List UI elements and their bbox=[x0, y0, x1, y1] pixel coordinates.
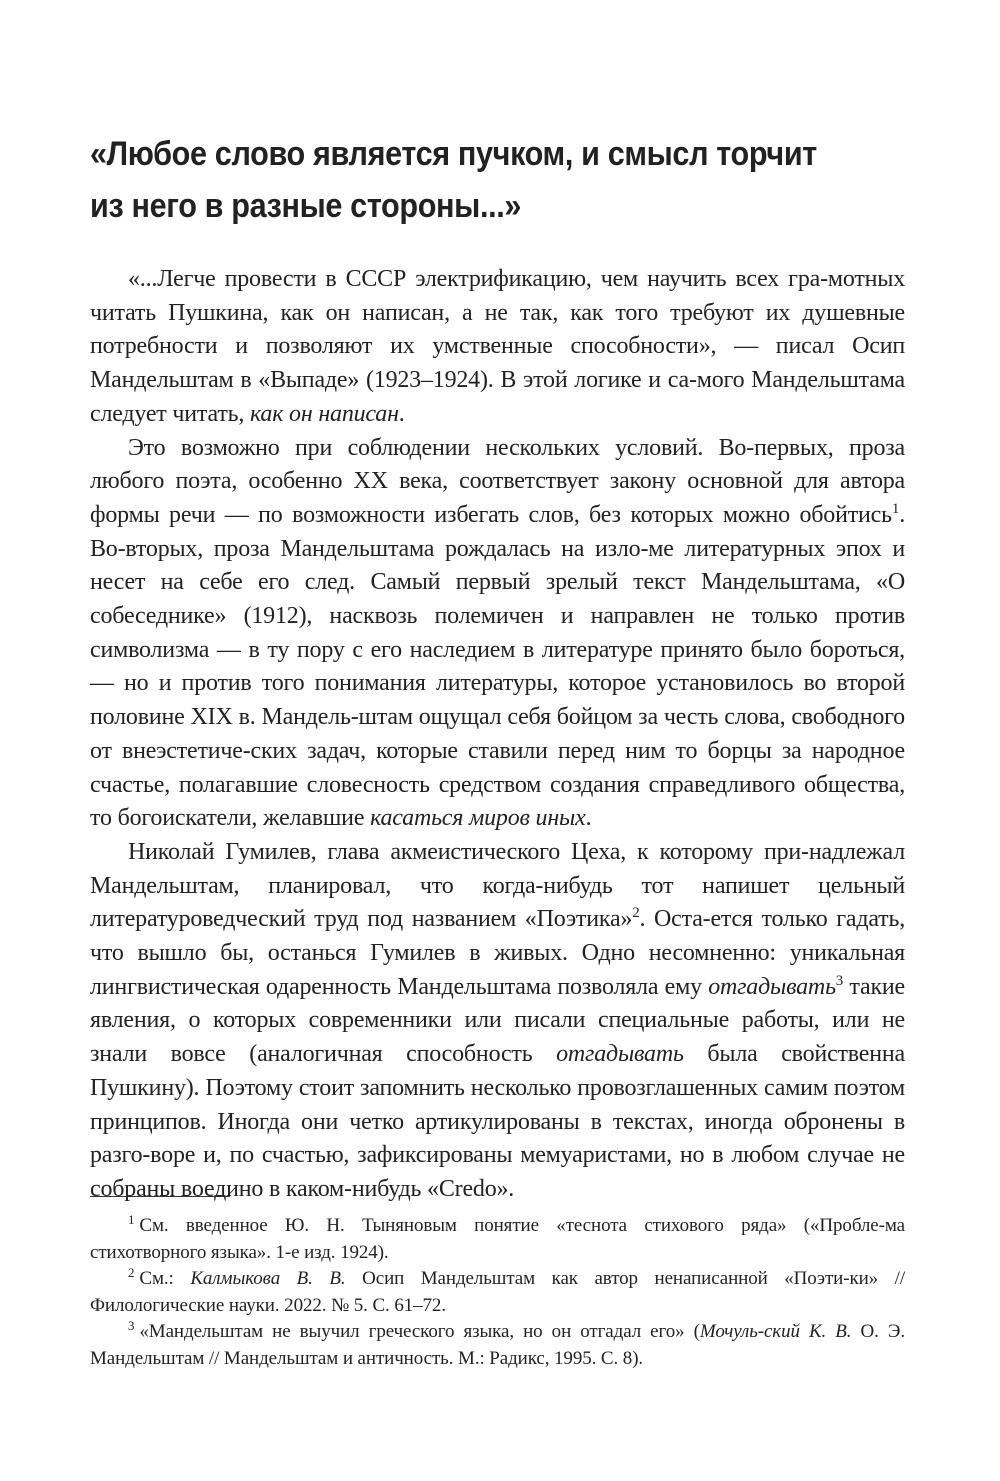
body-text bbox=[90, 263, 905, 1207]
paragraph-2-text-cont: . Во-вторых, проза Мандельштама рождалась на изло-ме литературных эпох и несет на себе его след. Самый первый зрелый текст Мандельштама, «О собеседнике» (1912), насквозь полемичен и направлен не только против символизма — в ту пору с его наследием в литературе принято было бороться, — но и против того понимания литературы, которое установилось во второй половине XIX в. Мандель-штам ощущал себя бойцом за честь слова, свободного от внеэстетиче-ских задач, которые ставили перед ним то борцы за народное счастье, полагавшие словесность средством создания справедливого общества, то богоискатели, желавшие bbox=[90, 501, 905, 832]
footnote-3-number: 3 bbox=[128, 1318, 135, 1333]
footnote-2-author: Калмыкова В. В. bbox=[190, 1268, 346, 1289]
footnote-2-text-cont: Осип Мандельштам как автор ненаписанной «Поэти-ки» // Филологические науки. 2022. № 5. С. 61–72. bbox=[90, 1268, 906, 1316]
footnote-3 bbox=[90, 1319, 905, 1372]
chapter-title-line-1: «Любое слово является пучком, и смысл торчит bbox=[90, 135, 817, 173]
paragraph-2-text: Это возможно при соблюдении нескольких условий. Во-первых, проза любого поэта, особенно XX века, соответствует закону основной для автора формы речи — по возможности избегать слов, без которых можно обойтись bbox=[90, 434, 905, 528]
footnote-1-number: 1 bbox=[128, 1212, 135, 1227]
footnotes bbox=[90, 1213, 905, 1372]
chapter-title bbox=[90, 128, 828, 232]
footnote-ref-3: 3 bbox=[835, 972, 844, 989]
paragraph-1-italic: как он написан bbox=[249, 400, 399, 427]
paragraph-3-italic-1: отгадывать bbox=[708, 973, 836, 1000]
paragraph-3-italic-2: отгадывать bbox=[556, 1041, 684, 1068]
footnote-divider bbox=[90, 1196, 230, 1197]
footnote-3-author: Мочуль-ский К. В. bbox=[699, 1321, 852, 1342]
paragraph-2 bbox=[90, 432, 905, 836]
paragraph-1 bbox=[90, 263, 905, 432]
paragraph-3-text-cont: . Оста-ется только гадать, что вышло бы, останься Гумилев в живых. Одно несомненно: уникальная лингвистическая одаренность Мандельштама позволяла ему bbox=[90, 906, 905, 1000]
footnote-ref-2: 2 bbox=[632, 905, 640, 922]
footnote-3-text-cont: О. Э. Мандельштам // Мандельштам и античность. М.: Радикс, 1995. С. 8). bbox=[90, 1321, 905, 1369]
paragraph-3-text: Николай Гумилев, глава акмеистического Цеха, к которому при-надлежал Мандельштам, планировал, что когда-нибудь тот напишет цельный литературоведческий труд под названием «Поэтика» bbox=[90, 838, 905, 933]
paragraph-2-end: . bbox=[585, 805, 592, 832]
paragraph-3 bbox=[90, 836, 905, 1207]
paragraph-2-italic: касаться миров иных bbox=[370, 805, 586, 832]
footnote-ref-1: 1 bbox=[891, 500, 900, 517]
paragraph-3-end: была свойственна Пушкину). Поэтому стоит запомнить несколько провозглашенных самим поэтом принципов. Иногда они четко артикулированы в текстах, иногда обронены в разго-воре и, по счастью, зафиксированы мемуаристами, но в любом случае не собраны воедино в каком-нибудь «Credo». bbox=[90, 1041, 905, 1202]
footnote-1 bbox=[90, 1213, 905, 1266]
footnote-2-number: 2 bbox=[128, 1265, 135, 1280]
footnote-1-text: См. введенное Ю. Н. Тыняновым понятие «теснота стихового ряда» («Пробле-ма стихотворного языка». 1-е изд. 1924). bbox=[90, 1215, 905, 1263]
paragraph-1-end: . bbox=[398, 400, 405, 427]
footnote-2 bbox=[90, 1266, 905, 1319]
paragraph-1-text: «...Легче провести в СССР электрификацию, чем научить всех гра-мотных читать Пушкина, как он написан, а не так, как того требуют их душевные потребности и позволяют их умственные способности», — писал Осип Мандельштам в «Выпаде» (1923–1924). В этой логике и са-мого Мандельштама следует читать, bbox=[90, 266, 905, 427]
paragraph-3-text-cont-2: такие явления, о которых современники или писали специальные работы, или не знали вовсе (аналогичная способность bbox=[90, 973, 905, 1068]
footnote-3-text: «Мандельштам не выучил греческого языка, но он отгадал его» ( bbox=[139, 1321, 700, 1342]
chapter-title-line-2: из него в разные стороны...» bbox=[90, 187, 522, 225]
footnote-2-text: См.: bbox=[139, 1268, 191, 1289]
